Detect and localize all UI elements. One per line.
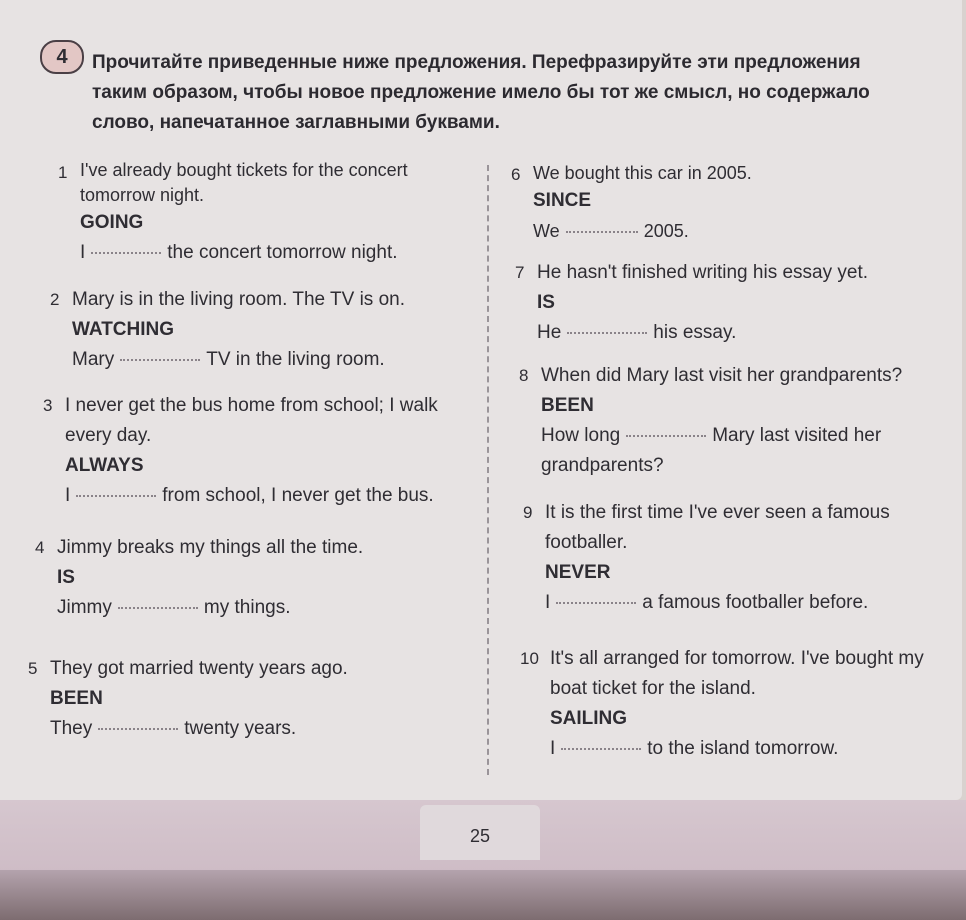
answer-start: We — [533, 221, 560, 241]
exercise-answer-line — [80, 238, 460, 268]
exercise-keyword: IS — [537, 292, 555, 313]
exercise-answer-line — [550, 734, 935, 764]
answer-blank[interactable] — [118, 607, 198, 609]
exercise-answer-line — [537, 318, 927, 348]
exercise-number: 8 — [519, 366, 529, 385]
answer-start: Jimmy — [57, 597, 112, 618]
column-divider — [487, 165, 489, 775]
exercise-number: 2 — [50, 290, 60, 309]
exercise-1 — [58, 158, 460, 268]
exercise-answer-line — [57, 593, 457, 623]
exercise-2 — [50, 285, 472, 375]
exercise-sentence: We bought this car in 2005. — [533, 163, 752, 183]
exercise-sentence: Jimmy breaks my things all the time. — [57, 537, 364, 558]
task-number-badge — [40, 40, 84, 74]
answer-start: Mary — [72, 349, 115, 370]
answer-blank[interactable] — [556, 602, 636, 604]
answer-end: TV in the living room. — [206, 349, 385, 370]
answer-start: He — [537, 322, 562, 343]
answer-end: 2005. — [643, 221, 689, 241]
exercise-number: 7 — [515, 263, 525, 282]
answer-blank[interactable] — [566, 231, 638, 233]
exercise-10 — [520, 644, 935, 764]
exercise-6 — [511, 160, 913, 246]
exercise-sentence: It's all arranged for tomorrow. I've bought my boat ticket for the island. — [550, 648, 924, 699]
answer-end: a famous footballer before. — [642, 592, 869, 613]
exercise-4 — [35, 533, 457, 623]
answer-start: I — [65, 485, 71, 506]
exercise-answer-line — [541, 421, 901, 481]
answer-start: They — [50, 718, 93, 739]
answer-start: How long — [541, 425, 621, 446]
exercise-sentence: He hasn't finished writing his essay yet. — [537, 262, 869, 283]
exercise-answer-line — [72, 345, 472, 375]
exercise-sentence: Mary is in the living room. The TV is on. — [72, 289, 405, 310]
exercise-number: 1 — [58, 163, 68, 182]
exercise-answer-line — [545, 588, 920, 618]
exercise-number: 10 — [520, 649, 539, 668]
exercise-number: 3 — [43, 396, 53, 415]
exercise-keyword: NEVER — [545, 562, 611, 583]
answer-start: I — [80, 242, 86, 263]
answer-blank[interactable] — [561, 748, 641, 750]
answer-end: twenty years. — [184, 718, 297, 739]
exercise-sentence: I've already bought tickets for the concert tomorrow night. — [80, 160, 408, 205]
exercise-number: 5 — [28, 659, 38, 678]
exercise-answer-line — [50, 714, 450, 744]
exercise-answer-line — [533, 216, 913, 246]
answer-blank[interactable] — [626, 435, 706, 437]
exercise-answer-line — [65, 481, 475, 511]
answer-end: from school, I never get the bus. — [162, 485, 434, 506]
exercise-sentence: I never get the bus home from school; I walk every day. — [65, 395, 438, 446]
exercise-keyword: SINCE — [533, 190, 592, 211]
answer-end: my things. — [203, 597, 291, 618]
exercise-keyword: BEEN — [541, 395, 594, 416]
exercise-5 — [28, 654, 450, 744]
page-number: 25 — [470, 826, 491, 846]
exercise-keyword: ALWAYS — [65, 455, 144, 476]
answer-end: Mary last visited her grandparents? — [541, 425, 882, 476]
exercise-keyword: IS — [57, 567, 75, 588]
answer-blank[interactable] — [120, 359, 200, 361]
exercise-keyword: WATCHING — [72, 319, 175, 340]
exercise-7 — [515, 258, 927, 348]
exercise-keyword: GOING — [80, 212, 144, 233]
answer-blank[interactable] — [567, 332, 647, 334]
answer-end: his essay. — [653, 322, 737, 343]
answer-end: to the island tomorrow. — [647, 738, 839, 759]
exercise-sentence: When did Mary last visit her grandparents? — [541, 365, 903, 386]
answer-start: I — [545, 592, 551, 613]
answer-blank[interactable] — [98, 728, 178, 730]
exercise-number: 4 — [35, 538, 45, 557]
answer-blank[interactable] — [91, 252, 161, 254]
exercise-number: 9 — [523, 503, 533, 522]
exercise-8 — [519, 361, 921, 481]
exercise-sentence: They got married twenty years ago. — [50, 658, 348, 679]
exercise-keyword: BEEN — [50, 688, 103, 709]
exercise-keyword: SAILING — [550, 708, 628, 729]
answer-start: I — [550, 738, 556, 759]
book-edge-shadow — [0, 870, 966, 920]
exercise-3 — [43, 391, 475, 511]
task-instructions: Прочитайте приведенные ниже предложения. Перефразируйте эти предложения таким образом, чтобы новое предложение имело бы тот же смысл, но содержало слово, напечатанное заглавными буквами. — [92, 52, 870, 133]
exercise-sentence: It is the first time I've ever seen a famous footballer. — [545, 502, 890, 553]
task-number: 4 — [56, 45, 68, 68]
answer-end: the concert tomorrow night. — [167, 242, 398, 263]
exercise-9 — [523, 498, 920, 618]
answer-blank[interactable] — [76, 495, 156, 497]
exercise-number: 6 — [511, 165, 521, 184]
